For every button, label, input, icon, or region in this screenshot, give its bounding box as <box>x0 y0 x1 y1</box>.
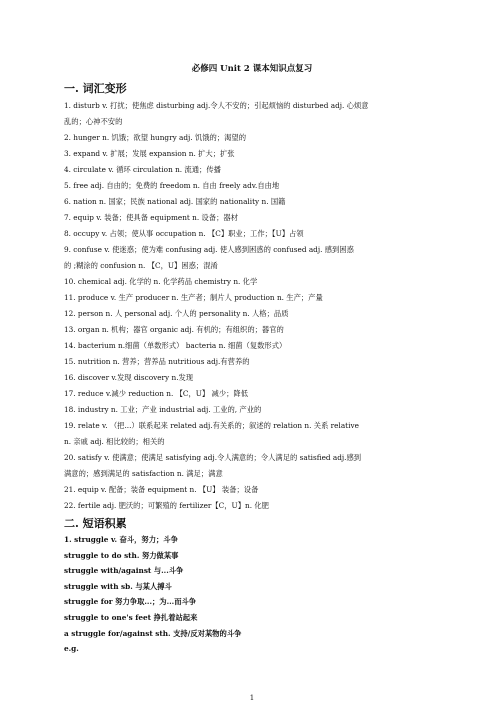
vocabulary-line: 1. disturb v. 打扰；使焦虑 disturbing adj.令人不安的；引起烦恼的 disturbed adj. 心烦意 <box>64 101 369 110</box>
vocabulary-line: 15. nutrition n. 营养；营养品 nutritious adj.有营养的 <box>64 357 250 366</box>
phrase-line: struggle to do sth. 努力做某事 <box>64 550 179 560</box>
vocabulary-line: 20. satisfy v. 使满意；使满足 satisfying adj.令人满意的；令人满足的 satisfied adj.感到 <box>64 453 362 462</box>
vocabulary-line: 的 ;糊涂的 confusion n. 【C，U】困惑；混淆 <box>64 261 218 270</box>
vocabulary-line: 12. person n. 人 personal adj. 个人的 personality n. 人格；品质 <box>64 309 289 318</box>
vocabulary-line: 22. fertile adj. 肥沃的；可繁殖的 fertilizer【C，U】n. 化肥 <box>64 501 269 510</box>
phrase-line: struggle with sb. 与某人搏斗 <box>64 581 172 591</box>
vocabulary-line: 2. hunger n. 饥饿；欲望 hungry adj. 饥饿的；渴望的 <box>64 133 247 142</box>
phrase-line: struggle for 努力争取...；为...而斗争 <box>64 597 197 607</box>
vocabulary-line: 17. reduce v.减少 reduction n. 【C，U】 减少；降低 <box>64 389 249 398</box>
vocabulary-line: 14. bacterium n.细菌（单数形式） bacteria n. 细菌（复数形式） <box>64 341 287 350</box>
vocabulary-line: 18. industry n. 工业；产业 industrial adj. 工业的, 产业的 <box>64 405 262 414</box>
section-heading-vocabulary: 一. 词汇变形 <box>64 82 127 95</box>
vocabulary-line: 4. circulate v. 循环 circulation n. 流通；传播 <box>64 165 221 174</box>
vocabulary-line: 19. relate v. （把...）联系起来 related adj.有关系的；叙述的 relation n. 关系 relative <box>64 421 359 430</box>
section-heading-phrases: 二. 短语积累 <box>64 517 127 530</box>
phrase-line: e.g. <box>64 644 79 654</box>
vocabulary-line: 满意的；感到满足的 satisfaction n. 满足；满意 <box>64 469 223 478</box>
page-number: 1 <box>249 694 255 702</box>
vocabulary-line: 3. expand v. 扩展；发展 expansion n. 扩大；扩张 <box>64 149 235 158</box>
vocabulary-line: 6. nation n. 国家；民族 national adj. 国家的 nationality n. 国籍 <box>64 197 286 206</box>
phrase-line: struggle to one's feet 挣扎着站起来 <box>64 613 198 622</box>
vocabulary-line: 9. confuse v. 使迷惑；使为难 confusing adj. 使人感到困惑的 confused adj. 感到困惑 <box>64 245 354 254</box>
phrase-line: struggle with/against 与...斗争 <box>64 566 184 576</box>
phrase-line: 1. struggle v. 奋斗，努力；斗争 <box>64 535 178 544</box>
vocabulary-line: 16. discover v.发现 discovery n.发现 <box>64 373 194 382</box>
vocabulary-line: 10. chemical adj. 化学的 n. 化学药品 chemistry n. 化学 <box>64 277 258 286</box>
vocabulary-line: 5. free adj. 自由的；免费的 freedom n. 自由 freely adv.自由地 <box>64 181 280 190</box>
vocabulary-line: 21. equip v. 配备；装备 equipment n. 【U】 装备；设备 <box>64 485 259 494</box>
vocabulary-line: 8. occupy v. 占领；使从事 occupation n. 【C】职业；工作；【U】占领 <box>64 229 304 238</box>
vocabulary-line: 乱的；心神不安的 <box>64 117 123 126</box>
vocabulary-line: n. 亲戚 adj. 相比较的；相关的 <box>64 437 165 446</box>
vocabulary-line: 7. equip v. 装备；使具备 equipment n. 设备；器材 <box>64 213 238 222</box>
phrase-line: a struggle for/against sth. 支持/反对某物的斗争 <box>64 628 242 638</box>
vocabulary-line: 13. organ n. 机构；器官 organic adj. 有机的；有组织的；器官的 <box>64 325 284 334</box>
vocabulary-line: 11. produce v. 生产 producer n. 生产者；制片人 production n. 生产；产量 <box>64 293 323 302</box>
page-title: 必修四 Unit 2 课本知识点复习 <box>191 64 313 74</box>
